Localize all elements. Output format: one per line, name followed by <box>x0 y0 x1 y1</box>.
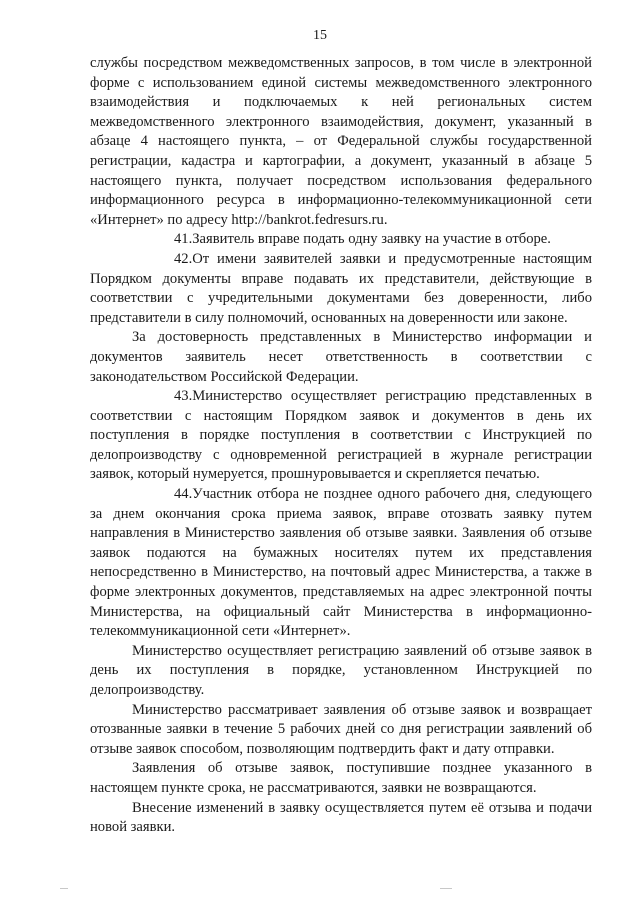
paragraph-text: От имени заявителей заявки и предусмотренные настоящим Порядком документы вправе подавать их представители, действующие в соответствии с учредительными документами без доверенности, либо представители в силу полномочий, основанных на доверенности или законе. <box>90 250 592 326</box>
paragraph-text: За достоверность представленных в Министерство информации и документов заявитель несет ответственность в соответствии с законодательством Российской Федерации. <box>90 329 592 385</box>
item-number: 42. <box>174 250 193 267</box>
document-body <box>90 54 592 838</box>
item-number: 43. <box>174 388 193 405</box>
paragraph-text: Министерство осуществляет регистрацию заявлений об отзыве заявок в день их поступления в порядке, установленном Инструкцией по делопроизводству. <box>90 642 592 698</box>
item-number: 44. <box>174 486 193 503</box>
paragraph-text: Внесение изменений в заявку осуществляется путем её отзыва и подачи новой заявки. <box>90 799 592 836</box>
item-number: 41. <box>174 231 193 248</box>
paragraph-text: Министерство осуществляет регистрацию представленных в соответствии с настоящим Порядком заявок и документов в день их поступления в порядке поступления в соответствии с Инструкцией по делопроизводству с одновременной регистрацией в журнале регистрации заявок, который нумеруется, прошнуровывается и скрепляется печатью. <box>90 388 592 483</box>
paragraph-continuation <box>90 54 592 230</box>
paragraph <box>90 759 592 798</box>
paragraph-text: Министерство рассматривает заявления об отзыве заявок и возвращает отозванные заявки в течение 5 рабочих дней со дня регистрации заявлений об отзыве заявок способом, позволяющим подтвердить факт и дату отправки. <box>90 701 592 757</box>
paragraph <box>90 701 592 760</box>
scan-artifact-left <box>60 888 68 889</box>
paragraph <box>90 799 592 838</box>
paragraph-item-44 <box>90 485 592 642</box>
paragraph-text: службы посредством межведомственных запросов, в том числе в электронной форме с использованием единой системы межведомственного электронного взаимодействия и подключаемых к ней региональных систем межведомственного электронного взаимодействия, документ, указанный в абзаце 4 настоящего пункта, – от Федеральной службы государственной регистрации, кадастра и картографии, а документ, указанный в абзаце 5 настоящего пункта, получает посредством использования федерального информационного ресурса в информационно-телекоммуникационной сети «Интернет» по адресу http://bankrot.fedresurs.ru. <box>90 55 592 228</box>
page-number: 15 <box>313 28 327 43</box>
paragraph-item-42 <box>90 250 592 328</box>
paragraph <box>90 328 592 387</box>
paragraph-item-43 <box>90 387 592 485</box>
paragraph-item-41 <box>90 230 592 250</box>
paragraph <box>90 642 592 701</box>
paragraph-text: Участник отбора не позднее одного рабочего дня, следующего за днем окончания срока приема заявок, вправе отозвать заявку путем направления в Министерство заявления об отзыве заявки. Заявления об отзыве заявок подаются на бумажных носителях путем их представления непосредственно в Министерство, на почтовый адрес Министерства, а также в форме электронных документов, представляемых на адрес электронной почты Министерства, на официальный сайт Министерства в информационно-телекоммуникационной сети «Интернет». <box>90 486 592 640</box>
paragraph-text: Заявитель вправе подать одну заявку на участие в отборе. <box>192 231 551 248</box>
paragraph-text: Заявления об отзыве заявок, поступившие позднее указанного в настоящем пункте срока, не рассматриваются, заявки не возвращаются. <box>90 760 592 796</box>
scan-artifact-right <box>440 888 452 889</box>
